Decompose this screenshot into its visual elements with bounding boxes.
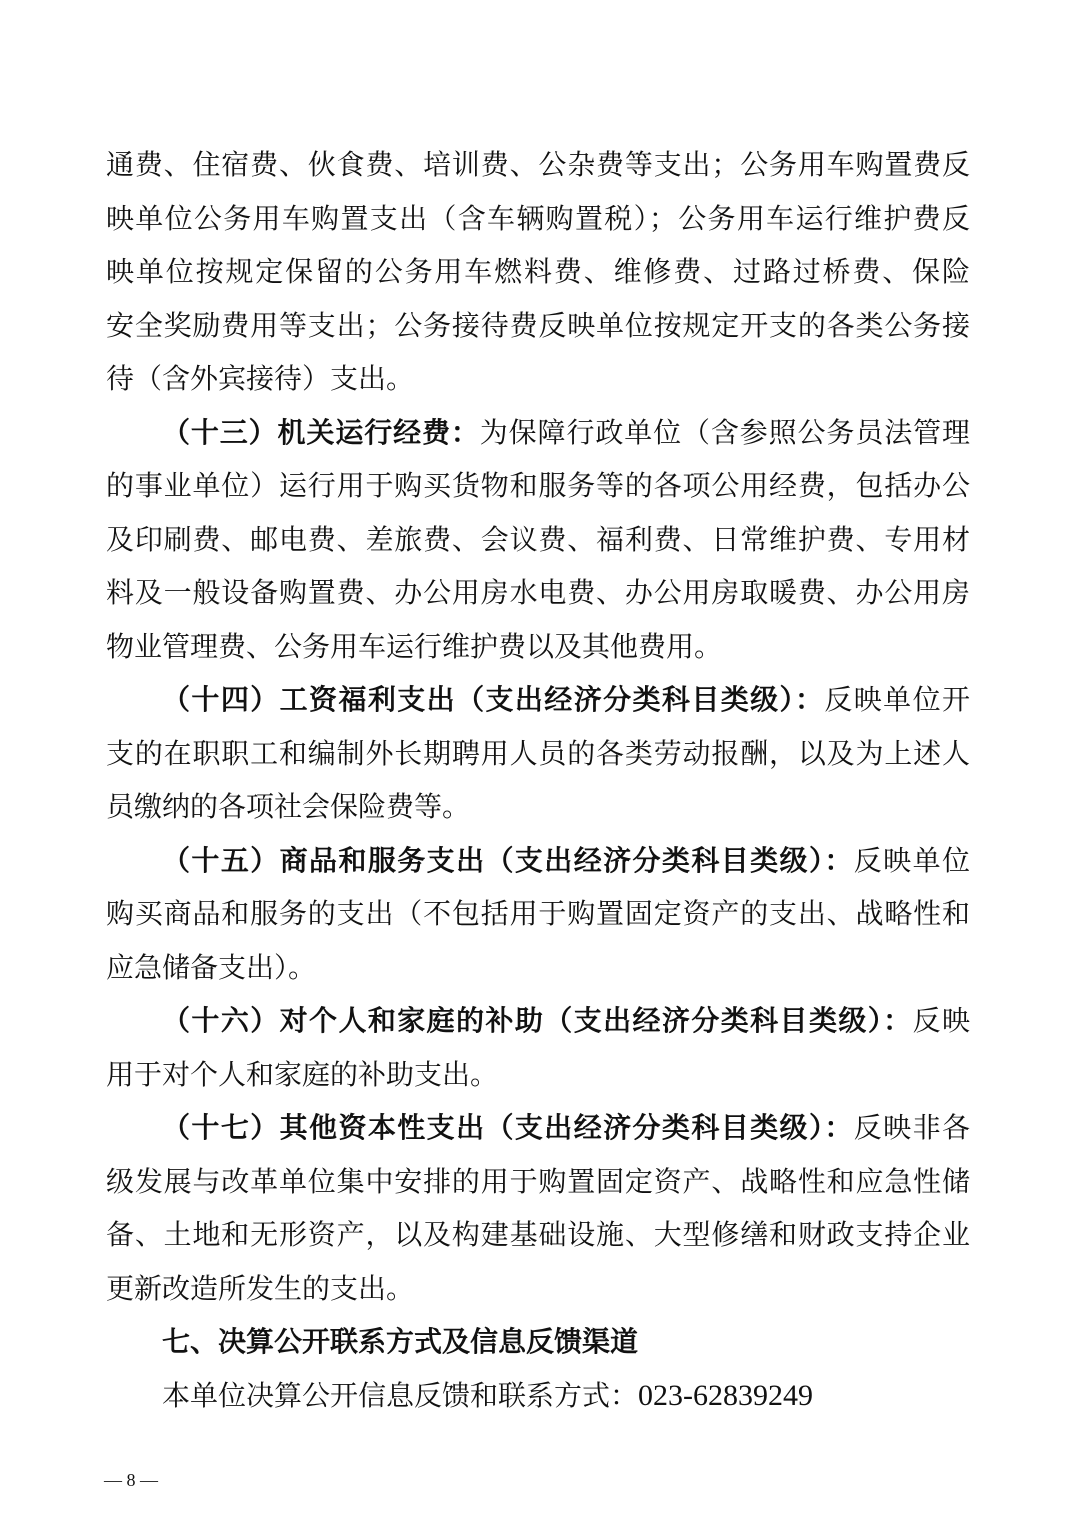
text-line: [106, 513, 970, 567]
line-text: 为保障行政单位（含参照公务员法管理: [479, 415, 970, 449]
line-text: 及印刷费、邮电费、差旅费、会议费、福利费、日常维护费、专用材: [106, 522, 970, 556]
paragraph: [106, 834, 970, 995]
paragraph-lead: （十五）商品和服务支出（支出经济分类科目类级）：: [162, 843, 854, 877]
paragraphs: [106, 138, 970, 1315]
contact-phone: 023-62839249: [638, 1378, 814, 1412]
paragraph: [106, 994, 970, 1101]
line-text: 级发展与改革单位集中安排的用于购置固定资产、战略性和应急性储: [106, 1164, 970, 1198]
paragraph: [106, 138, 970, 406]
text-line: [106, 299, 970, 353]
paragraph-lead: （十三）机关运行经费：: [162, 415, 480, 449]
paragraph: [106, 406, 970, 674]
paragraph-lead: （十四）工资福利支出（支出经济分类科目类级）：: [162, 683, 825, 716]
line-text: 安全奖励费用等支出；公务接待费反映单位按规定开支的各类公务接: [106, 308, 970, 342]
text-line: [106, 620, 970, 674]
line-text: 映单位按规定保留的公务用车燃料费、维修费、过路过桥费、保险: [106, 255, 970, 288]
text-line: [106, 780, 970, 834]
paragraph-lead: （十七）其他资本性支出（支出经济分类科目类级）：: [162, 1111, 854, 1144]
contact-label: 本单位决算公开信息反馈和联系方式：: [162, 1378, 639, 1412]
page-number: — 8 —: [104, 1470, 158, 1490]
text-line: [106, 834, 970, 888]
text-line: [106, 1101, 970, 1155]
line-text: 反映非各: [853, 1111, 970, 1144]
text-line: [106, 138, 970, 192]
text-line: [106, 192, 970, 246]
paragraph-lead: （十六）对个人和家庭的补助（支出经济分类科目类级）：: [162, 1004, 913, 1037]
text-line: [106, 994, 970, 1048]
line-text: 员缴纳的各项社会保险费等。: [106, 790, 471, 823]
text-line: [106, 459, 970, 513]
text-line: [106, 727, 970, 781]
text-line: [106, 406, 970, 460]
line-text: 更新改造所发生的支出。: [106, 1271, 415, 1305]
line-text: 支的在职职工和编制外长期聘用人员的各类劳动报酬，以及为上述人: [106, 736, 970, 770]
line-text: 物业管理费、公务用车运行维护费以及其他费用。: [106, 629, 723, 663]
line-text: 通费、住宿费、伙食费、培训费、公杂费等支出；公务用车购置费反: [106, 148, 970, 181]
text-line: [106, 1208, 970, 1262]
text-line: [106, 1155, 970, 1209]
paragraph: [106, 1101, 970, 1315]
text-line: [106, 673, 970, 727]
line-text: 反映单位: [853, 843, 970, 877]
line-text: 备、土地和无形资产，以及构建基础设施、大型修缮和财政支持企业: [106, 1218, 970, 1251]
line-text: 的事业单位）运行用于购买货物和服务等的各项公用经费，包括办公: [106, 469, 970, 502]
paragraph: [106, 673, 970, 834]
text-line: [106, 245, 970, 299]
text-line: [106, 566, 970, 620]
text-line: [106, 941, 970, 995]
line-text: 应急储备支出）。: [106, 950, 317, 984]
line-text: 反映: [912, 1004, 970, 1037]
document-body: [106, 138, 970, 1422]
text-line: [106, 887, 970, 941]
line-text: 购买商品和服务的支出（不包括用于购置固定资产的支出、战略性和: [106, 897, 970, 930]
text-line: [106, 352, 970, 406]
line-text: 反映单位开: [824, 683, 970, 716]
section-heading: 七、决算公开联系方式及信息反馈渠道: [162, 1325, 639, 1358]
text-line: [106, 1048, 970, 1102]
contact-line: [106, 1369, 970, 1423]
line-text: 待（含外宾接待）支出。: [106, 362, 415, 395]
line-text: 用于对个人和家庭的补助支出。: [106, 1057, 499, 1091]
text-line: [106, 1262, 970, 1316]
line-text: 映单位公务用车购置支出（含车辆购置税）；公务用车运行维护费反: [106, 201, 970, 235]
line-text: 料及一般设备购置费、办公用房水电费、办公用房取暖费、办公用房: [106, 576, 970, 609]
